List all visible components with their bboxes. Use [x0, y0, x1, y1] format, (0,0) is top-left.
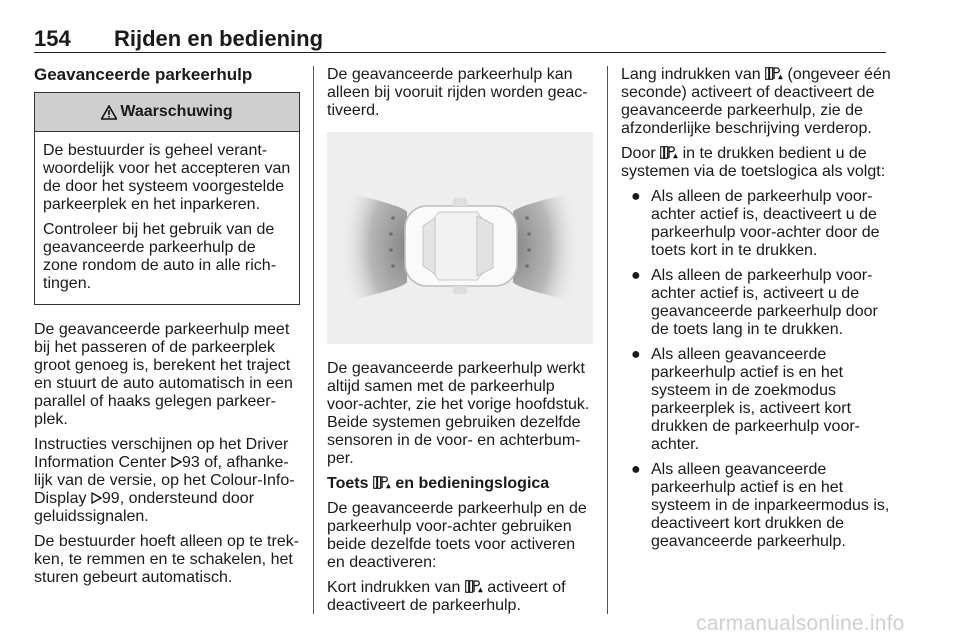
paragraph: De geavanceerde parkeerhulp meet bij het passeren of de parkeerplek groot genoeg is, berekent het traject en stuurt de auto automatisch in een parallel of haaks gelegen parkeerplek. [34, 321, 293, 428]
warning-box [34, 92, 300, 305]
bullet-dot: ● [631, 267, 641, 284]
column-left [34, 66, 300, 594]
list-item [621, 461, 891, 551]
page-reference[interactable]: 99 [101, 490, 120, 507]
text-run: Instructies verschijnen op het Driver Information Center [34, 436, 289, 471]
reference-arrow-icon [91, 492, 102, 504]
page-number: 154 [34, 26, 71, 51]
text-run: Door [621, 145, 661, 162]
subsection-title [327, 475, 593, 493]
section-title: Geavanceerde parkeerhulp [34, 65, 253, 84]
column-middle [327, 66, 593, 622]
bullet-list [621, 188, 891, 551]
text-run: in te drukken bedient u de systemen via de toetslogica als volgt: [621, 145, 886, 180]
paragraph: De geavanceerde parkeerhulp werkt altijd samen met de parkeerhulp voor-achter, zie het vorige hoofdstuk. Beide systemen gebruiken dezelfde sensoren in de voor- en achterbumper. [327, 360, 590, 467]
parking-sensor-illustration [327, 132, 593, 344]
car-top-view-image [327, 132, 593, 344]
list-item-text: Als alleen de parkeerhulp voor-achter actief is, deactiveert u de parkeerhulp voor-achter door de toets kort in te drukken. [651, 188, 880, 259]
list-item [621, 346, 891, 454]
text-run: activeert of deactiveert de parkeerhulp. [327, 579, 566, 614]
paragraph: De bestuurder hoeft alleen op te trekken, te remmen en te schakelen, het sturen gebeurt automatisch. [34, 533, 300, 586]
column-divider-1 [313, 66, 314, 614]
column-divider-2 [607, 66, 608, 614]
paragraph [621, 66, 891, 138]
column-right [621, 66, 891, 558]
paragraph [327, 579, 593, 615]
parking-button-icon [660, 146, 678, 159]
text-run: Kort indrukken van [327, 579, 465, 596]
list-item [621, 267, 891, 339]
reference-arrow-icon [171, 456, 182, 468]
paragraph [34, 436, 300, 526]
warning-header [35, 93, 299, 132]
page-header [34, 26, 886, 53]
bullet-dot: ● [631, 461, 641, 478]
parking-button-icon [765, 67, 783, 80]
warning-title: Waarschuwing [120, 103, 233, 120]
parking-button-icon [373, 476, 391, 489]
list-item-text: Als alleen de parkeerhulp voor-achter actief is, activeert u de geavanceerde parkeerhulp door de toets lang in te drukken. [651, 267, 878, 338]
text-run: en bedieningslogica [390, 475, 550, 492]
page-reference[interactable]: 93 [181, 454, 200, 471]
bullet-dot: ● [631, 188, 641, 205]
warning-paragraph: Controleer bij het gebruik van de geavanceerde parkeerhulp de zone rondom de auto in alle richtingen. [43, 221, 277, 292]
watermark: carmanualsonline.info [696, 612, 905, 635]
text-run: Toets [327, 475, 373, 492]
paragraph: De geavanceerde parkeerhulp kan alleen bij vooruit rijden worden geactiveerd. [327, 66, 588, 119]
paragraph: De geavanceerde parkeerhulp en de parkeerhulp voor-achter gebruiken beide dezelfde toets voor activeren en deactiveren: [327, 500, 587, 571]
text-run: (ongeveer één seconde) activeert of deactiveert de geavanceerde parkeerhulp, zie de afzonderlijke beschrijving verderop. [621, 66, 891, 137]
warning-body [35, 132, 299, 304]
list-item-text: Als alleen geavanceerde parkeerhulp actief is en het systeem in de inparkeermodus is, deactiveert kort drukken de geavanceerde parkeerhulp. [651, 461, 890, 550]
list-item [621, 188, 891, 260]
bullet-dot: ● [631, 346, 641, 363]
list-item-text: Als alleen geavanceerde parkeerhulp actief is en het systeem in de zoekmodus parkeerplek is, activeert kort drukken de parkeerhulp voor-achter. [651, 346, 861, 453]
chapter-title: Rijden en bediening [114, 26, 324, 51]
text-run: , ondersteund door geluidssignalen. [34, 490, 255, 525]
text-run: Lang indrukken van [621, 66, 766, 83]
parking-button-icon [465, 580, 483, 593]
warning-paragraph: De bestuurder is geheel verantwoordelijk voor het accepteren van de door het systeem voorgestelde parkeerplek en het inparkeren. [43, 142, 291, 213]
text-run: of, afhankelijk van de versie, op het Colour-Info-Display [34, 454, 295, 507]
warning-triangle-icon [101, 105, 117, 120]
paragraph [621, 145, 891, 181]
